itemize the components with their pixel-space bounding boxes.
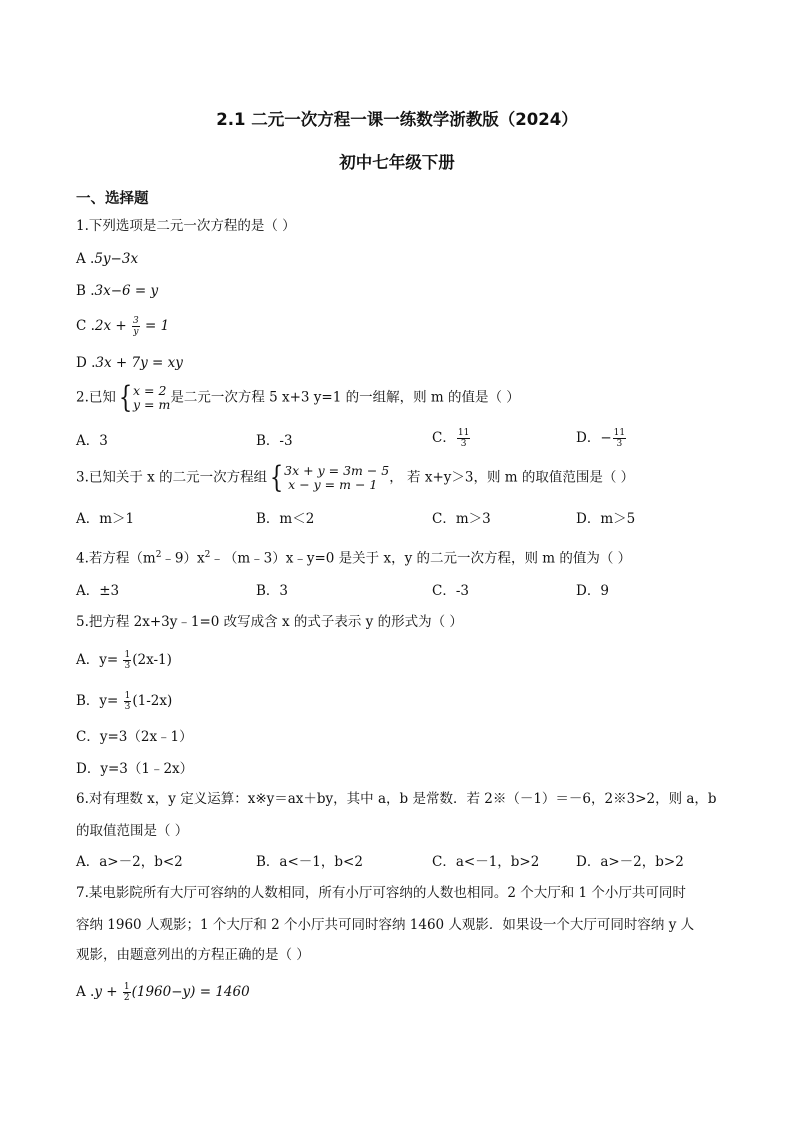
question-2-stem: 2.已知{ x = 2 y = m 是二元一次方程 5 x+3 y=1 的一组解，则 m 的值是（ ） [76,380,520,415]
question-1-option-a: A .5y−3x [76,251,139,267]
question-3-option-c: C．m＞3 [432,511,491,527]
question-3-option-a: A．m＞1 [76,511,135,527]
question-4-option-c: C．-3 [432,583,469,599]
question-1-option-d: D .3x + 7y = xy [76,355,183,371]
question-3-option-d: D．m＞5 [576,511,636,527]
question-3-stem: 3.已知关于 x 的二元一次方程组{ 3x + y = 3m − 5 x − y = m − 1 ， 若 x+y＞3，则 m 的取值范围是（ ） [76,460,635,495]
equation-system: { 3x + y = 3m − 5 x − y = m − 1 [269,460,390,495]
question-5-option-c: C．y=3（2x﹣1） [76,729,193,745]
question-6-option-d: D．a>－2，b>2 [576,854,684,870]
question-2-option-c: C． $\frac{11}{3}$ [432,428,470,449]
equation-system: { x = 2 y = m [118,380,171,415]
question-7-stem-line-2: 容纳 1960 人观影；1 个大厅和 2 个小厅共可同时容纳 1460 人观影．如果设一个大厅可同时容纳 y 人 [76,917,695,933]
question-6-option-a: A．a>－2，b<2 [76,854,183,870]
question-2-option-b: B．-3 [256,433,293,449]
fraction: $\frac{3}{y}$ [133,316,139,337]
question-2-option-d: D．− $\frac{11}{3}$ [576,428,626,449]
document-title: 2.1 二元一次方程一课一练数学浙教版（2024） [216,110,578,129]
document-subtitle: 初中七年级下册 [339,153,455,172]
question-7-stem-line-1: 7.某电影院所有大厅可容纳的人数相同，所有小厅可容纳的人数也相同。2 个大厅和 1 个小厅共可同时 [76,885,686,901]
question-6-stem-line-1: 6.对有理数 x，y 定义运算：x※y＝ax＋by，其中 a，b 是常数．若 2※（－1）＝－6，2※3>2，则 a，b [76,791,717,807]
question-7-stem-line-3: 观影，由题意列出的方程正确的是（ ） [76,947,310,963]
question-4-option-b: B．3 [256,583,289,599]
question-6-stem-line-2: 的取值范围是（ ） [76,823,189,839]
question-7-option-a: A .y + $\frac{1}{2}$ (1960−y) = 1460 [76,982,250,1003]
question-1-option-b: B .3x−6 = y [76,283,159,299]
question-5-stem: 5.把方程 2x+3y﹣1=0 改写成含 x 的式子表示 y 的形式为（ ） [76,614,463,630]
question-1-stem: 1.下列选项是二元一次方程的是（ ） [76,218,296,234]
question-4-option-a: A．±3 [76,583,120,599]
question-4-stem: 4.若方程$(m^2﹣9)x^2﹣(m﹣3)x﹣y=0$ 是关于 x，y 的二元一次方程，则 m 的值为（ ） [76,550,632,567]
question-1-option-c: C .2x + $\frac{3}{y}$ = 1 [76,316,170,337]
question-6-option-b: B．a<－1，b<2 [256,854,363,870]
question-3-option-b: B．m＜2 [256,511,315,527]
question-2-option-a: A．3 [76,433,108,449]
question-5-option-a: A．y= $\frac{1}{3}$ (2x-1) [76,650,172,671]
question-5-option-b: B．y= $\frac{1}{3}$ (1-2x) [76,691,173,712]
question-6-option-c: C．a<－1，b>2 [432,854,540,870]
section-heading: 一、选择题 [76,191,149,207]
question-4-option-d: D．9 [576,583,609,599]
question-5-option-d: D．y=3（1﹣2x） [76,761,194,777]
